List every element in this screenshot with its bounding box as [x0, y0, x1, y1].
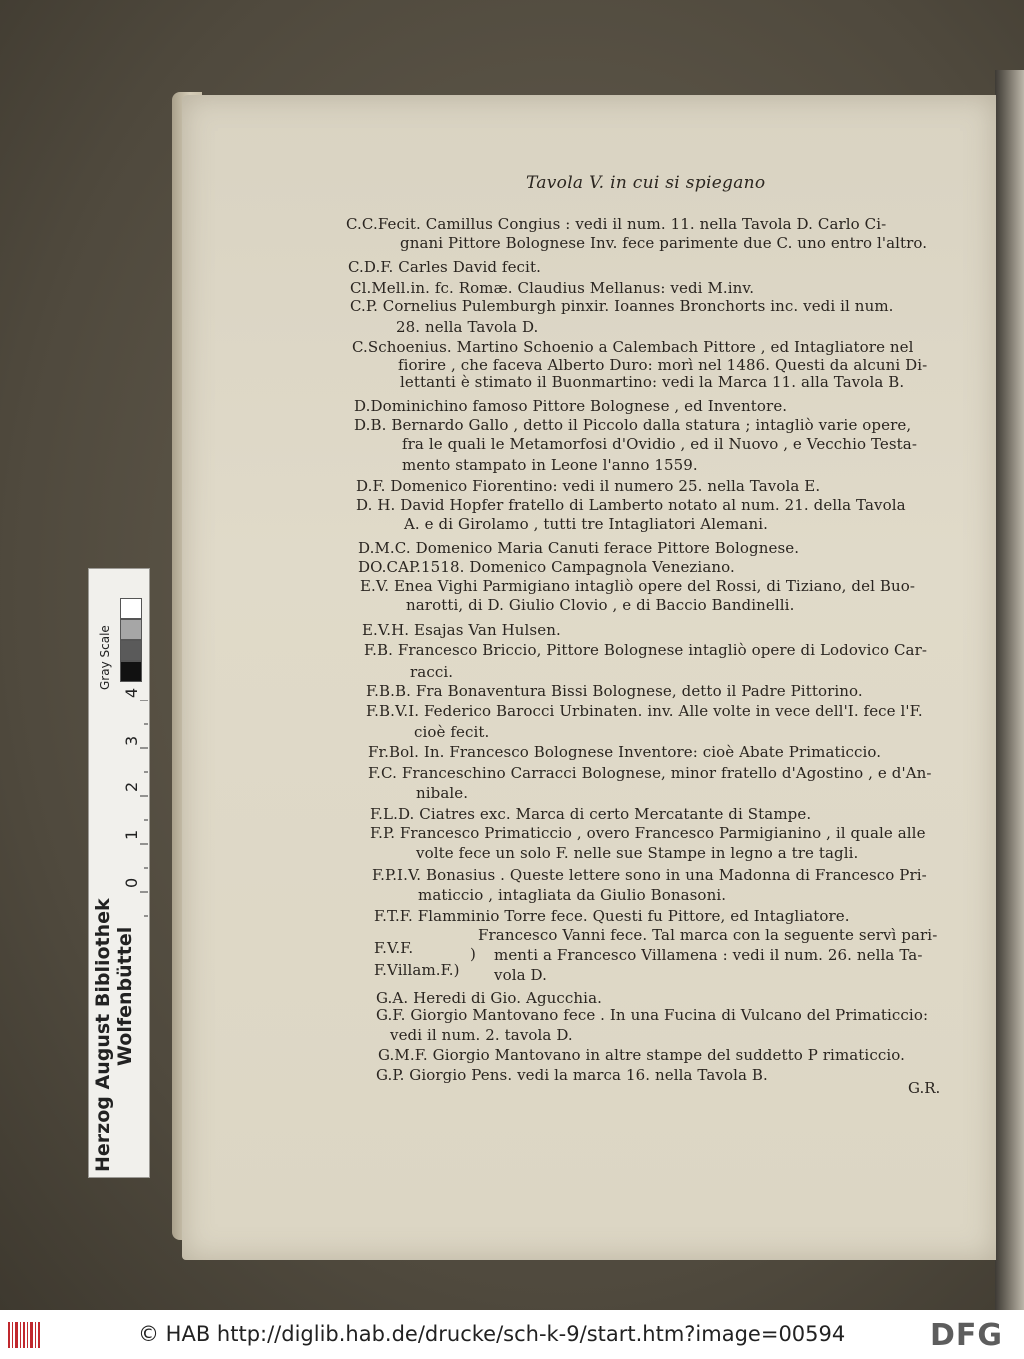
entry-line: lettanti è stimato il Buonmartino: vedi la Marca 11. alla Tavola B. [400, 373, 905, 391]
entry-line: C.C.Fecit. Camillus Congius : vedi il num. 11. nella Tavola D. Carlo Ci- [346, 215, 887, 233]
entry-line: maticcio , intagliata da Giulio Bonasoni. [418, 886, 727, 904]
signature-mark: G.R. [908, 1079, 941, 1097]
entry-line: mento stampato in Leone l'anno 1559. [402, 456, 698, 474]
entry-line: C.Schoenius. Martino Schoenio a Calembach Pittore , ed Intagliatore nel [352, 338, 914, 356]
entry-line: G.P. Giorgio Pens. vedi la marca 16. nella Tavola B. [376, 1066, 768, 1084]
barcode-icon [8, 1322, 42, 1348]
dfg-logo: DFG [930, 1318, 1004, 1353]
entry-line: vola D. [494, 966, 547, 984]
entry-line: fra le quali le Metamorfosi d'Ovidio , ed il Nuovo , e Vecchio Testa- [402, 435, 918, 453]
copyright-link[interactable]: © HAB http://diglib.hab.de/drucke/sch-k-9/start.htm?image=00594 [138, 1322, 846, 1346]
institution-city: Wolfenbüttel [114, 926, 136, 1066]
entry-line: ) [470, 945, 476, 963]
entry-line: C.D.F. Carles David fecit. [348, 258, 541, 276]
entry-line: F.P. Francesco Primaticcio , overo Francesco Parmigianino , il quale alle [370, 824, 926, 842]
entry-line: Francesco Vanni fece. Tal marca con la seguente servì pari- [478, 926, 938, 944]
entry-line: fiorire , che faceva Alberto Duro: morì nel 1486. Questi da alcuni Di- [398, 356, 928, 374]
entry-line: D. H. David Hopfer fratello di Lamberto notato al num. 21. della Tavola [356, 496, 906, 514]
entry-line: D.M.C. Domenico Maria Canuti ferace Pittore Bolognese. [358, 539, 800, 557]
institution-name: Herzog August Bibliothek [92, 898, 114, 1172]
entry-line: vedi il num. 2. tavola D. [390, 1026, 573, 1044]
ruler-tick-label: 2 [122, 781, 141, 792]
entry-line: narotti, di D. Giulio Clovio , e di Baccio Bandinelli. [406, 596, 795, 614]
entry-line: menti a Francesco Villamena : vedi il num. 26. nella Ta- [494, 946, 923, 964]
entry-line: gnani Pittore Bolognese Inv. fece parimente due C. uno entro l'altro. [400, 234, 928, 252]
running-head: Tavola V. in cui si spiegano [526, 173, 766, 193]
entry-line: E.V.H. Esajas Van Hulsen. [362, 621, 561, 639]
next-page-edge [995, 70, 1024, 1310]
entry-line: 28. nella Tavola D. [396, 318, 539, 336]
entry-line: A. e di Girolamo , tutti tre Intagliatori Alemani. [404, 515, 769, 533]
entry-line: volte fece un solo F. nelle sue Stampe in legno a tre tagli. [416, 844, 859, 862]
entry-line: C.P. Cornelius Pulemburgh pinxir. Ioannes Bronchorts inc. vedi il num. [350, 297, 894, 315]
gray-scale-label: Gray Scale [98, 625, 112, 690]
entry-line: F.L.D. Ciatres exc. Marca di certo Mercatante di Stampe. [370, 805, 812, 823]
entry-line: cioè fecit. [414, 723, 490, 741]
entry-line: racci. [410, 663, 454, 681]
entry-line: E.V. Enea Vighi Parmigiano intagliò opere del Rossi, di Tiziano, del Buo- [360, 577, 916, 595]
entry-line: F.Villam.F.) [374, 961, 460, 979]
ruler-ticks [140, 700, 148, 1170]
entry-line: Fr.Bol. In. Francesco Bolognese Inventore: cioè Abate Primaticcio. [368, 743, 882, 761]
entry-line: F.P.I.V. Bonasius . Queste lettere sono in una Madonna di Francesco Pri- [372, 866, 927, 884]
entry-line: D.F. Domenico Fiorentino: vedi il numero 25. nella Tavola E. [356, 477, 821, 495]
entry-line: G.M.F. Giorgio Mantovano in altre stampe del suddetto P rimaticcio. [378, 1046, 905, 1064]
entry-line: G.A. Heredi di Gio. Agucchia. [376, 989, 602, 1007]
entry-line: F.V.F. [374, 939, 414, 957]
entry-line: F.T.F. Flamminio Torre fece. Questi fu Pittore, ed Intagliatore. [374, 907, 850, 925]
entry-line: D.B. Bernardo Gallo , detto il Piccolo dalla statura ; intagliò varie opere, [354, 416, 912, 434]
entry-line: Cl.Mell.in. fc. Romæ. Claudius Mellanus: vedi M.inv. [350, 279, 755, 297]
entry-line: DO.CAP.1518. Domenico Campagnola Veneziano. [358, 558, 735, 576]
entry-line: F.B.V.I. Federico Barocci Urbinaten. inv. Alle volte in vece dell'I. fece l'F. [366, 702, 923, 720]
gray-scale-swatches [120, 598, 142, 688]
book-page [182, 95, 996, 1260]
entry-line: F.C. Franceschino Carracci Bolognese, minor fratello d'Agostino , e d'An- [368, 764, 932, 782]
entry-line: D.Dominichino famoso Pittore Bolognese , ed Inventore. [354, 397, 788, 415]
ruler-tick-label: 1 [122, 829, 141, 840]
ruler-tick-label: 3 [122, 735, 141, 746]
entry-line: G.F. Giorgio Mantovano fece . In una Fucina di Vulcano del Primaticcio: [376, 1006, 929, 1024]
ruler-tick-label: 0 [122, 877, 141, 888]
entry-line: nibale. [416, 784, 469, 802]
entry-line: F.B. Francesco Briccio, Pittore Bolognese intagliò opere di Lodovico Car- [364, 641, 928, 659]
entry-line: F.B.B. Fra Bonaventura Bissi Bolognese, detto il Padre Pittorino. [366, 682, 863, 700]
ruler-tick-label: 4 [122, 687, 141, 698]
